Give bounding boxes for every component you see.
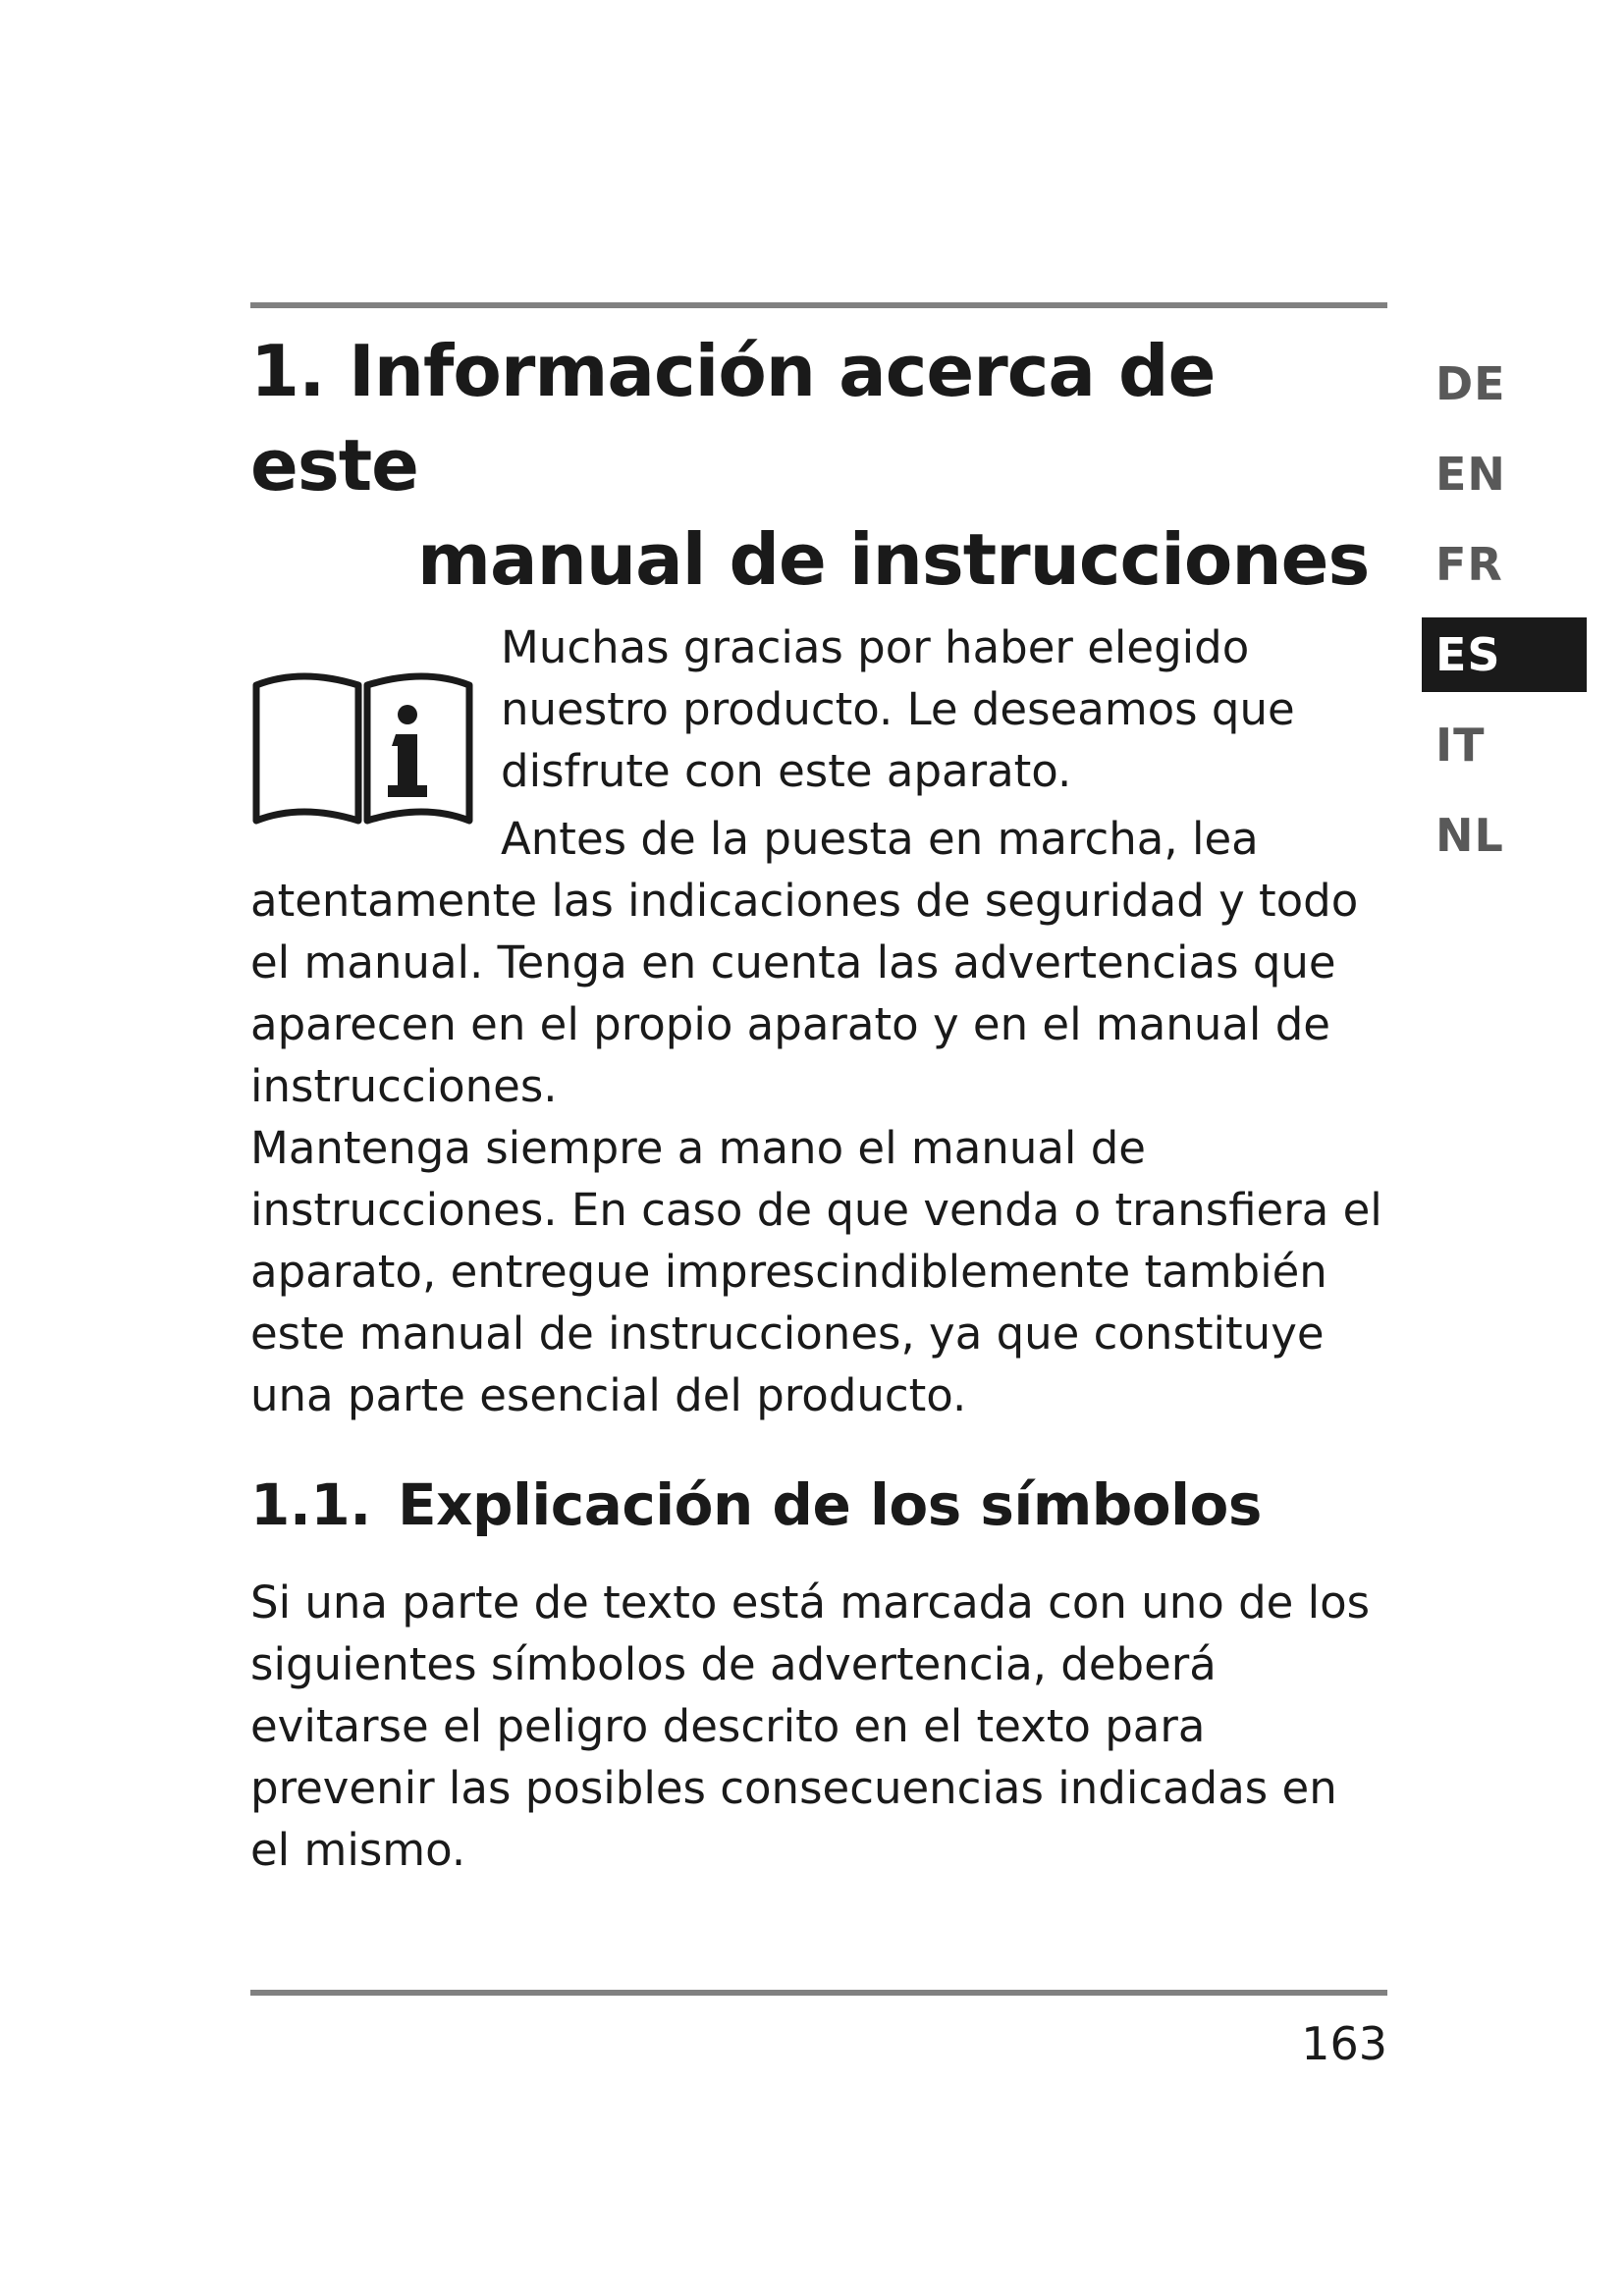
paragraph-1: Antes de la puesta en marcha, lea atentamente las indicaciones de seguridad y todo el manual. Tenga en cuenta las advertencias que aparecen en el propio aparato y en el manual de instrucciones.: [250, 813, 1359, 1112]
intro-paragraph: Muchas gracias por haber elegido nuestro producto. Le deseamos que disfrute con este aparato.: [501, 621, 1295, 797]
subsection-paragraph: Si una parte de texto está marcada con uno de los siguientes símbolos de advertencia, deberá evitarse el peligro descrito en el texto para prevenir las posibles consecuencias indicadas en el mismo.: [250, 1576, 1371, 1876]
language-tab-de[interactable]: DE: [1435, 357, 1506, 410]
language-tab-es[interactable]: ES: [1422, 617, 1587, 692]
subsection-heading: [250, 1466, 1387, 1544]
section-title-line1: Información acerca de este: [250, 330, 1216, 507]
section-number: 1.: [250, 330, 325, 412]
section-heading: [250, 324, 1387, 607]
language-tab-fr[interactable]: FR: [1435, 538, 1503, 591]
read-manual-info-icon: [252, 666, 473, 830]
intro-block: [250, 616, 1387, 1117]
subsection-number: 1.1.: [250, 1471, 371, 1538]
paragraph-2: Mantenga siempre a mano el manual de instrucciones. En caso de que venda o transfiera el aparato, entregue imprescindiblemente también este manual de instrucciones, ya que constituye una parte esencial del producto.: [250, 1122, 1382, 1421]
section-title-line2: manual de instrucciones: [417, 518, 1370, 601]
language-tabs: [1422, 339, 1587, 881]
main-content: [250, 324, 1387, 1881]
page-number: 163: [1301, 2017, 1387, 2070]
language-tab-it[interactable]: IT: [1435, 719, 1486, 772]
language-tab-nl[interactable]: NL: [1435, 809, 1504, 862]
top-rule: [250, 302, 1387, 308]
language-tab-en[interactable]: EN: [1435, 448, 1506, 501]
subsection-title: Explicación de los símbolos: [398, 1471, 1262, 1538]
bottom-rule: [250, 1990, 1387, 1996]
